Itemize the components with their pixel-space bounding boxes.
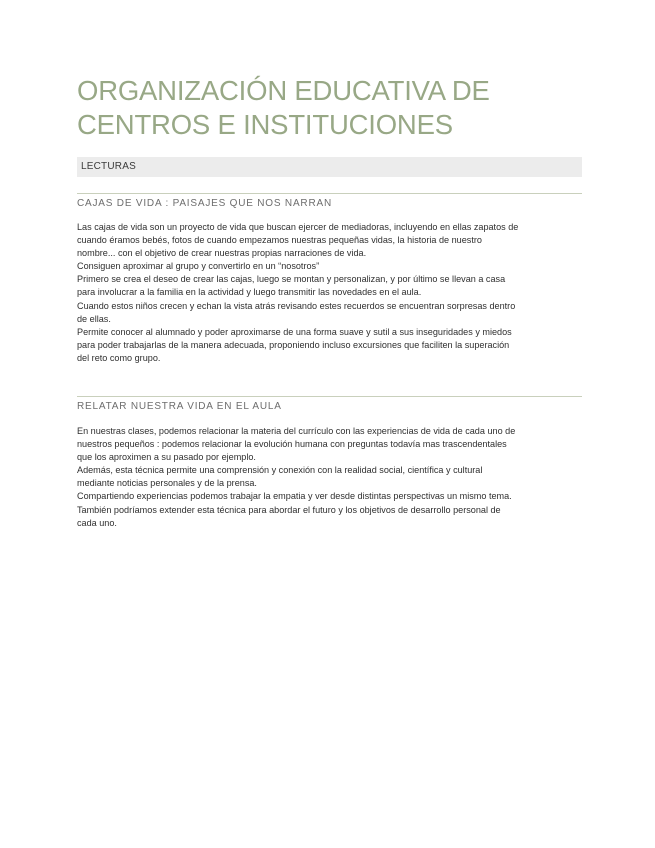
body-line: Las cajas de vida son un proyecto de vida que buscan ejercer de mediadoras, incluyendo en ellas zapatos de [77,222,519,232]
section-divider [77,193,582,194]
body-line: nuestros pequeños : podemos relacionar la evolución humana con preguntas todavía mas trascendentales [77,439,507,450]
body-line: de ellas. [77,313,111,324]
body-line: Además, esta técnica permite una comprensión y conexión con la realidad social, científica y cultural [77,465,483,476]
section-divider [77,396,582,397]
body-line: cuando éramos bebés, fotos de cuando empezamos nuestras pequeñas vidas, la historia de nuestro [77,235,482,246]
body-line: nombre... con el objetivo de crear nuestras propias narraciones de vida. [77,248,367,259]
section-heading-cajas-de-vida: CAJAS DE VIDA : PAISAJES QUE NOS NARRAN [77,198,332,209]
section-banner [77,157,582,177]
body-line: para involucrar a la familia en la actividad y luego transmitir las novedades en el aula. [77,287,422,298]
banner-label: LECTURAS [81,161,136,172]
section-heading-relatar-nuestra-vida: RELATAR NUESTRA VIDA EN EL AULA [77,401,282,412]
document-title [77,74,582,142]
body-line: Permite conocer al alumnado y poder aproximarse de una forma suave y sutil a sus inseguridades y miedos [77,326,512,337]
body-line: mediante noticias personales y de la prensa. [77,478,257,489]
document-title-line: ORGANIZACIÓN EDUCATIVA DE [77,75,490,106]
body-line: También podríamos extender esta técnica para abordar el futuro y los objetivos de desarrollo personal de [77,504,501,515]
body-line: para poder trabajarlas de la manera adecuada, proponiendo incluso excursiones que faciliten la superación [77,339,510,350]
body-line: Consiguen aproximar al grupo y convertirlo en un “nosotros” [77,261,320,272]
body-line: Primero se crea el deseo de crear las cajas, luego se montan y personalizan, y por último se llevan a casa [77,274,506,285]
document-title-line: CENTROS E INSTITUCIONES [77,109,453,140]
body-line: que los aproximen a su pasado por ejemplo. [77,452,256,463]
section-body-relatar-nuestra-vida [77,425,582,530]
body-line: En nuestras clases, podemos relacionar la materia del currículo con las experiencias de vida de cada uno de [77,426,516,436]
body-line: Compartiendo experiencias podemos trabajar la empatia y ver desde distintas perspectivas un mismo tema. [77,491,512,502]
section-body-cajas-de-vida [77,221,582,365]
body-line: Cuando estos niños crecen y echan la vista atrás revisando estes recuerdos se encuentran sorpresas dentro [77,300,516,311]
body-line: cada uno. [77,517,117,528]
body-line: del reto como grupo. [77,352,161,363]
